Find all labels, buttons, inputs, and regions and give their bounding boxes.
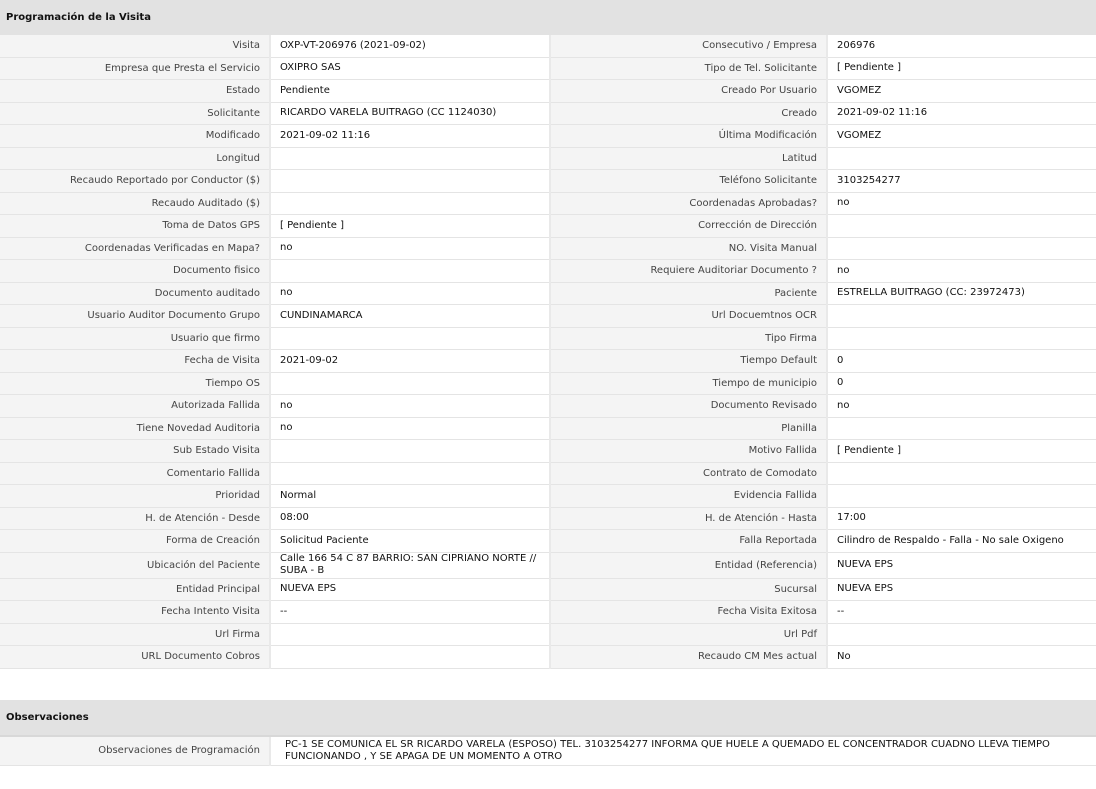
field-label: Planilla <box>550 417 827 440</box>
field-value <box>270 372 550 395</box>
table-row <box>0 260 1096 283</box>
table-row <box>0 327 1096 350</box>
table-row <box>0 646 1096 669</box>
field-label: Documento fisico <box>0 260 270 283</box>
field-value <box>270 646 550 669</box>
field-value: no <box>827 260 1096 283</box>
field-value <box>827 305 1096 328</box>
field-value: 2021-09-02 <box>270 350 550 373</box>
field-label: Teléfono Solicitante <box>550 170 827 193</box>
table-row <box>0 372 1096 395</box>
section-header-programacion <box>0 0 1096 35</box>
field-label: Ubicación del Paciente <box>0 552 270 578</box>
field-label: Falla Reportada <box>550 530 827 553</box>
field-label: Coordenadas Verificadas en Mapa? <box>0 237 270 260</box>
field-value: RICARDO VARELA BUITRAGO (CC 1124030) <box>270 102 550 125</box>
field-label: Toma de Datos GPS <box>0 215 270 238</box>
field-label: H. de Atención - Hasta <box>550 507 827 530</box>
field-label: Latitud <box>550 147 827 170</box>
field-value <box>270 327 550 350</box>
field-value: NUEVA EPS <box>270 578 550 601</box>
field-value: 3103254277 <box>827 170 1096 193</box>
field-label: Motivo Fallida <box>550 440 827 463</box>
field-label: Modificado <box>0 125 270 148</box>
table-row <box>0 282 1096 305</box>
field-value <box>270 192 550 215</box>
field-value: -- <box>270 601 550 624</box>
field-value <box>827 462 1096 485</box>
observaciones-table <box>0 735 1096 766</box>
field-value: no <box>270 282 550 305</box>
field-value: [ Pendiente ] <box>827 57 1096 80</box>
field-label: Consecutivo / Empresa <box>550 35 827 57</box>
field-label: Evidencia Fallida <box>550 485 827 508</box>
field-label: Recaudo CM Mes actual <box>550 646 827 669</box>
table-row <box>0 237 1096 260</box>
field-label: Fecha de Visita <box>0 350 270 373</box>
section-header-observaciones <box>0 700 1096 735</box>
field-label: URL Documento Cobros <box>0 646 270 669</box>
field-label: Tipo Firma <box>550 327 827 350</box>
table-row <box>0 417 1096 440</box>
field-value: [ Pendiente ] <box>827 440 1096 463</box>
field-value: Solicitud Paciente <box>270 530 550 553</box>
field-value: VGOMEZ <box>827 80 1096 103</box>
field-value: NUEVA EPS <box>827 578 1096 601</box>
field-value: [ Pendiente ] <box>270 215 550 238</box>
table-row <box>0 552 1096 578</box>
field-label: Empresa que Presta el Servicio <box>0 57 270 80</box>
field-value: VGOMEZ <box>827 125 1096 148</box>
field-label: Última Modificación <box>550 125 827 148</box>
field-label: H. de Atención - Desde <box>0 507 270 530</box>
field-label: Requiere Auditoriar Documento ? <box>550 260 827 283</box>
field-label: Tiene Novedad Auditoria <box>0 417 270 440</box>
field-value: OXP-VT-206976 (2021-09-02) <box>270 35 550 57</box>
field-label: Creado <box>550 102 827 125</box>
field-value: OXIPRO SAS <box>270 57 550 80</box>
table-row <box>0 305 1096 328</box>
field-label: Documento auditado <box>0 282 270 305</box>
table-row <box>0 147 1096 170</box>
field-value: no <box>827 192 1096 215</box>
field-label: Prioridad <box>0 485 270 508</box>
table-row <box>0 215 1096 238</box>
field-value: 0 <box>827 372 1096 395</box>
visit-details-table <box>0 35 1096 669</box>
field-label: Longitud <box>0 147 270 170</box>
field-value: NUEVA EPS <box>827 552 1096 578</box>
field-value <box>827 237 1096 260</box>
field-value <box>270 260 550 283</box>
table-row <box>0 192 1096 215</box>
field-label: Creado Por Usuario <box>550 80 827 103</box>
section-title: Programación de la Visita <box>6 12 151 23</box>
field-label: Fecha Visita Exitosa <box>550 601 827 624</box>
field-value: Calle 166 54 C 87 BARRIO: SAN CIPRIANO NORTE // SUBA - B <box>270 552 550 578</box>
field-value <box>827 215 1096 238</box>
field-label: Tiempo OS <box>0 372 270 395</box>
field-label: Tiempo Default <box>550 350 827 373</box>
field-value: 17:00 <box>827 507 1096 530</box>
field-value: no <box>270 417 550 440</box>
field-label: Estado <box>0 80 270 103</box>
field-label: Url Firma <box>0 623 270 646</box>
table-row <box>0 623 1096 646</box>
section-title: Observaciones <box>6 711 89 723</box>
table-row <box>0 530 1096 553</box>
table-row <box>0 35 1096 57</box>
field-value <box>270 462 550 485</box>
table-row <box>0 395 1096 418</box>
field-label: Contrato de Comodato <box>550 462 827 485</box>
field-value: no <box>270 237 550 260</box>
table-row <box>0 80 1096 103</box>
field-label: Usuario que firmo <box>0 327 270 350</box>
field-value <box>270 147 550 170</box>
field-value: 0 <box>827 350 1096 373</box>
field-label: Paciente <box>550 282 827 305</box>
field-label: Url Pdf <box>550 623 827 646</box>
field-value: no <box>270 395 550 418</box>
field-label: Autorizada Fallida <box>0 395 270 418</box>
field-label: Fecha Intento Visita <box>0 601 270 624</box>
table-row <box>0 507 1096 530</box>
field-value: CUNDINAMARCA <box>270 305 550 328</box>
field-label: Forma de Creación <box>0 530 270 553</box>
table-row <box>0 125 1096 148</box>
field-value: 08:00 <box>270 507 550 530</box>
field-label: Observaciones de Programación <box>0 736 270 766</box>
table-row <box>0 462 1096 485</box>
field-value <box>827 623 1096 646</box>
field-value <box>827 417 1096 440</box>
field-value: 206976 <box>827 35 1096 57</box>
field-value: Cilindro de Respaldo - Falla - No sale Oxigeno <box>827 530 1096 553</box>
field-label: Comentario Fallida <box>0 462 270 485</box>
field-value: -- <box>827 601 1096 624</box>
table-row <box>0 736 1096 766</box>
field-label: NO. Visita Manual <box>550 237 827 260</box>
field-label: Url Docuemtnos OCR <box>550 305 827 328</box>
field-label: Corrección de Dirección <box>550 215 827 238</box>
field-value: no <box>827 395 1096 418</box>
field-label: Documento Revisado <box>550 395 827 418</box>
field-value: Pendiente <box>270 80 550 103</box>
field-value <box>270 170 550 193</box>
field-label: Recaudo Auditado ($) <box>0 192 270 215</box>
table-row <box>0 601 1096 624</box>
field-label: Usuario Auditor Documento Grupo <box>0 305 270 328</box>
table-row <box>0 578 1096 601</box>
field-value: 2021-09-02 11:16 <box>270 125 550 148</box>
field-label: Entidad Principal <box>0 578 270 601</box>
table-row <box>0 102 1096 125</box>
table-row <box>0 485 1096 508</box>
table-row <box>0 350 1096 373</box>
table-row <box>0 440 1096 463</box>
field-value <box>270 440 550 463</box>
table-row <box>0 170 1096 193</box>
field-value <box>827 485 1096 508</box>
field-label: Sub Estado Visita <box>0 440 270 463</box>
field-value <box>827 327 1096 350</box>
field-value <box>270 623 550 646</box>
field-value <box>827 147 1096 170</box>
field-label: Recaudo Reportado por Conductor ($) <box>0 170 270 193</box>
field-value: ESTRELLA BUITRAGO (CC: 23972473) <box>827 282 1096 305</box>
field-label: Coordenadas Aprobadas? <box>550 192 827 215</box>
field-label: Visita <box>0 35 270 57</box>
field-value: Normal <box>270 485 550 508</box>
field-label: Solicitante <box>0 102 270 125</box>
field-value: PC-1 SE COMUNICA EL SR RICARDO VARELA (ESPOSO) TEL. 3103254277 INFORMA QUE HUELE A QUEMADO EL CONCENTRADOR CUADNO LLEVA TIEMPO FUNCIONANDO , Y SE APAGA DE UN MOMENTO A OTRO <box>270 736 1096 766</box>
field-label: Tipo de Tel. Solicitante <box>550 57 827 80</box>
field-label: Tiempo de municipio <box>550 372 827 395</box>
field-value: 2021-09-02 11:16 <box>827 102 1096 125</box>
table-row <box>0 57 1096 80</box>
field-value: No <box>827 646 1096 669</box>
field-label: Entidad (Referencia) <box>550 552 827 578</box>
field-label: Sucursal <box>550 578 827 601</box>
